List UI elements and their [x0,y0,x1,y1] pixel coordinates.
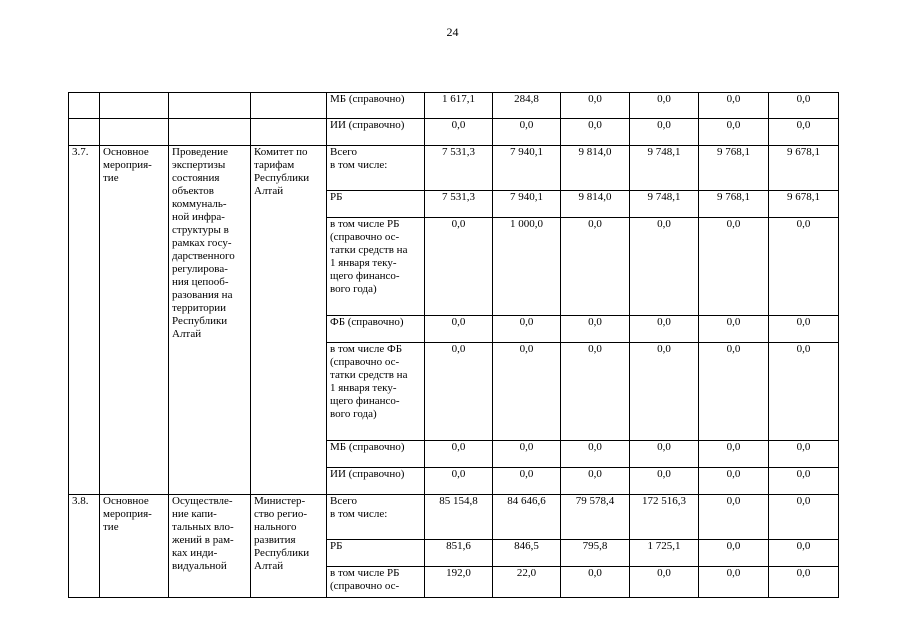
item-executor: Комитет по тарифам Республики Алтай [251,146,327,495]
amount-cell: 0,0 [630,468,699,495]
funding-source: МБ (справочно) [327,93,425,119]
amount-cell: 0,0 [425,343,493,441]
empty-cell [100,93,169,119]
amount-cell: 7 531,3 [425,191,493,218]
amount-cell: 0,0 [561,567,630,598]
amount-cell: 0,0 [769,218,839,316]
table-row [69,119,839,146]
amount-cell: 0,0 [493,468,561,495]
amount-cell: 0,0 [769,119,839,146]
amount-cell: 0,0 [630,343,699,441]
amount-cell: 846,5 [493,540,561,567]
amount-cell: 0,0 [769,316,839,343]
amount-cell: 172 516,3 [630,495,699,540]
amount-cell: 0,0 [699,567,769,598]
amount-cell: 9 748,1 [630,191,699,218]
amount-cell: 0,0 [561,343,630,441]
amount-cell: 9 748,1 [630,146,699,191]
amount-cell: 284,8 [493,93,561,119]
item-executor: Министер- ство регио- нального развития Республики Алтай [251,495,327,598]
funding-source: в том числе РБ (справочно ос- татки средств на 1 января теку- щего финансо- вого года) [327,218,425,316]
amount-cell: 0,0 [561,218,630,316]
item-name: Проведение экспертизы состояния объектов коммуналь- ной инфра- структуры в рамках госу- дарственного регулирова- ния цепооб- разования на территории Республики Алтай [169,146,251,495]
amount-cell: 0,0 [425,218,493,316]
amount-cell: 0,0 [699,441,769,468]
amount-cell: 0,0 [630,93,699,119]
table-row [69,93,839,119]
item-type: Основное мероприя- тие [100,495,169,598]
funding-source: РБ [327,540,425,567]
funding-source: МБ (справочно) [327,441,425,468]
amount-cell: 0,0 [561,468,630,495]
table-row [69,146,839,191]
amount-cell: 0,0 [630,316,699,343]
page-number: 24 [446,25,459,39]
amount-cell: 79 578,4 [561,495,630,540]
amount-cell: 85 154,8 [425,495,493,540]
amount-cell: 0,0 [769,468,839,495]
amount-cell: 0,0 [493,343,561,441]
empty-cell [169,93,251,119]
amount-cell: 0,0 [699,495,769,540]
table-row [69,495,839,540]
funding-source: в том числе РБ (справочно ос- [327,567,425,598]
amount-cell: 7 940,1 [493,146,561,191]
amount-cell: 9 678,1 [769,146,839,191]
item-name: Осуществле- ние капи- тальных вло- жений в рам- ках инди- видуальной [169,495,251,598]
amount-cell: 7 531,3 [425,146,493,191]
empty-cell [169,119,251,146]
amount-cell: 0,0 [699,343,769,441]
amount-cell: 0,0 [769,495,839,540]
amount-cell: 0,0 [699,316,769,343]
amount-cell: 795,8 [561,540,630,567]
amount-cell: 9 814,0 [561,191,630,218]
amount-cell: 0,0 [630,441,699,468]
amount-cell: 0,0 [769,93,839,119]
amount-cell: 0,0 [493,119,561,146]
amount-cell: 0,0 [699,93,769,119]
funding-source: ФБ (справочно) [327,316,425,343]
amount-cell: 0,0 [561,93,630,119]
item-number: 3.8. [69,495,100,598]
amount-cell: 1 617,1 [425,93,493,119]
item-type: Основное мероприя- тие [100,146,169,495]
amount-cell: 0,0 [561,316,630,343]
amount-cell: 0,0 [425,468,493,495]
empty-cell [251,93,327,119]
amount-cell: 9 814,0 [561,146,630,191]
funding-source: Всего в том числе: [327,146,425,191]
amount-cell: 0,0 [561,119,630,146]
funding-source: ИИ (справочно) [327,119,425,146]
amount-cell: 1 725,1 [630,540,699,567]
empty-cell [69,93,100,119]
amount-cell: 192,0 [425,567,493,598]
amount-cell: 0,0 [425,119,493,146]
amount-cell: 0,0 [769,540,839,567]
amount-cell: 0,0 [493,316,561,343]
amount-cell: 84 646,6 [493,495,561,540]
empty-cell [100,119,169,146]
budget-table [68,92,839,598]
amount-cell: 0,0 [699,119,769,146]
funding-source: ИИ (справочно) [327,468,425,495]
item-number: 3.7. [69,146,100,495]
amount-cell: 9 678,1 [769,191,839,218]
amount-cell: 0,0 [630,218,699,316]
amount-cell: 7 940,1 [493,191,561,218]
amount-cell: 9 768,1 [699,146,769,191]
funding-source: в том числе ФБ (справочно ос- татки средств на 1 января теку- щего финансо- вого года) [327,343,425,441]
amount-cell: 22,0 [493,567,561,598]
amount-cell: 0,0 [630,119,699,146]
amount-cell: 0,0 [769,343,839,441]
funding-source: РБ [327,191,425,218]
amount-cell: 0,0 [699,468,769,495]
empty-cell [251,119,327,146]
amount-cell: 0,0 [425,441,493,468]
amount-cell: 1 000,0 [493,218,561,316]
amount-cell: 0,0 [699,540,769,567]
empty-cell [69,119,100,146]
amount-cell: 0,0 [493,441,561,468]
amount-cell: 0,0 [769,441,839,468]
funding-source: Всего в том числе: [327,495,425,540]
amount-cell: 0,0 [630,567,699,598]
amount-cell: 9 768,1 [699,191,769,218]
amount-cell: 0,0 [769,567,839,598]
amount-cell: 0,0 [425,316,493,343]
amount-cell: 851,6 [425,540,493,567]
amount-cell: 0,0 [561,441,630,468]
amount-cell: 0,0 [699,218,769,316]
